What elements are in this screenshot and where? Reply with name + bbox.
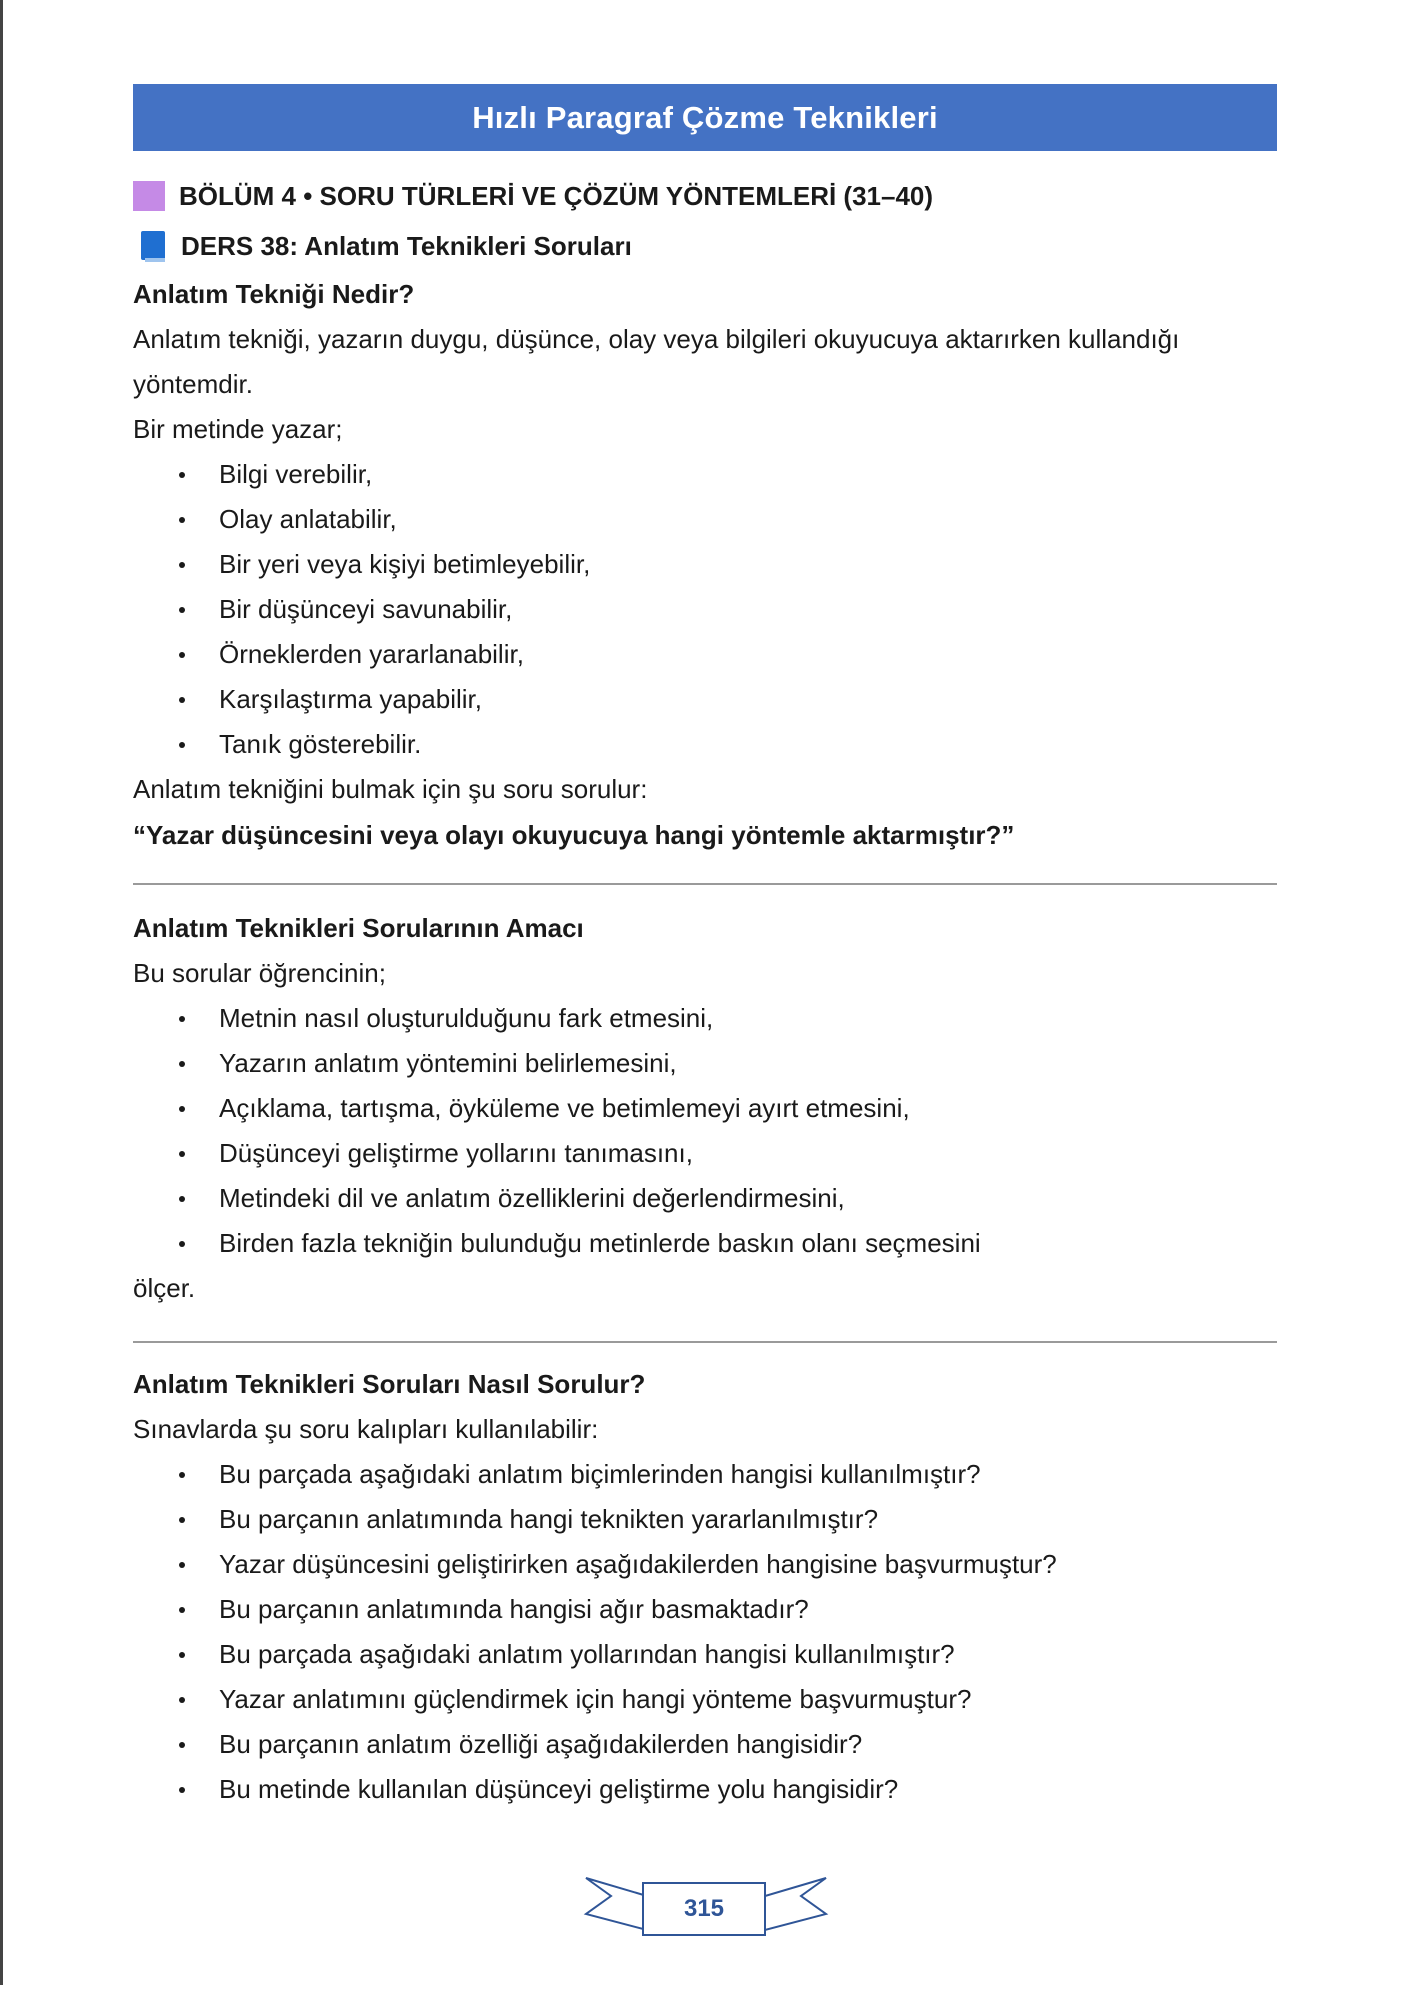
list-item: Yazar anlatımını güçlendirmek için hangi yönteme başvurmuştur? (133, 1677, 1277, 1722)
purple-square-icon (133, 181, 165, 211)
section-label: BÖLÜM 4 • SORU TÜRLERİ VE ÇÖZÜM YÖNTEMLERİ (31–40) (179, 180, 934, 211)
part3-list (133, 1452, 1277, 1812)
list-item: Metindeki dil ve anlatım özelliklerini değerlendirmesini, (133, 1176, 1277, 1221)
part2-list (133, 996, 1277, 1266)
list-item: Bir yeri veya kişiyi betimleyebilir, (133, 542, 1277, 587)
part1-heading: Anlatım Tekniği Nedir? (133, 279, 415, 309)
list-item: Yazarın anlatım yöntemini belirlemesini, (133, 1041, 1277, 1086)
list-item: Metnin nasıl oluşturulduğunu fark etmesini, (133, 996, 1277, 1041)
lesson-heading (133, 221, 1277, 271)
list-item: Açıklama, tartışma, öyküleme ve betimlemeyi ayırt etmesini, (133, 1086, 1277, 1131)
list-item: Bu parçanın anlatımında hangisi ağır basmaktadır? (133, 1587, 1277, 1632)
part1-intro: Bir metinde yazar; (133, 414, 343, 444)
document-page (133, 84, 1277, 1812)
list-item: Bu parçada aşağıdaki anlatım yollarından hangisi kullanılmıştır? (133, 1632, 1277, 1677)
page-number: 315 (683, 1895, 725, 1922)
list-item: Yazar düşüncesini geliştirirken aşağıdakilerden hangisine başvurmuştur? (133, 1542, 1277, 1587)
list-item: Düşünceyi geliştirme yollarını tanımasını, (133, 1131, 1277, 1176)
part1-definition: Anlatım tekniği, yazarın duygu, düşünce, olay veya bilgileri okuyucuya aktarırken kullandığı yöntemdir. (133, 324, 1180, 399)
page-left-edge (0, 0, 3, 1985)
header-title: Hızlı Paragraf Çözme Teknikleri (472, 99, 938, 135)
part2-heading: Anlatım Teknikleri Sorularının Amacı (133, 913, 584, 943)
list-item: Bu metinde kullanılan düşünceyi geliştirme yolu hangisidir? (133, 1767, 1277, 1812)
part3-heading: Anlatım Teknikleri Soruları Nasıl Sorulur? (133, 1369, 646, 1399)
part2-intro: Bu sorular öğrencinin; (133, 958, 386, 988)
list-item: Birden fazla tekniğin bulunduğu metinlerde baskın olanı seçmesini (133, 1221, 1277, 1266)
list-item: Bir düşünceyi savunabilir, (133, 587, 1277, 632)
divider (133, 883, 1277, 885)
part1-question: “Yazar düşüncesini veya olayı okuyucuya hangi yöntemle aktarmıştır?” (133, 820, 1015, 850)
list-item: Bu parçanın anlatım özelliği aşağıdakilerden hangisidir? (133, 1722, 1277, 1767)
page-number-banner (583, 1870, 829, 1945)
list-item: Bu parçanın anlatımında hangi teknikten yararlanılmıştır? (133, 1497, 1277, 1542)
part1-list (133, 452, 1277, 767)
part1-question-intro: Anlatım tekniğini bulmak için şu soru sorulur: (133, 774, 648, 804)
list-item: Bilgi verebilir, (133, 452, 1277, 497)
header-banner (133, 84, 1277, 151)
part3-intro: Sınavlarda şu soru kalıpları kullanılabilir: (133, 1414, 599, 1444)
blue-book-icon (141, 231, 167, 262)
list-item: Karşılaştırma yapabilir, (133, 677, 1277, 722)
list-item: Bu parçada aşağıdaki anlatım biçimlerinden hangisi kullanılmıştır? (133, 1452, 1277, 1497)
list-item: Tanık gösterebilir. (133, 722, 1277, 767)
part2-outro: ölçer. (133, 1273, 196, 1303)
list-item: Olay anlatabilir, (133, 497, 1277, 542)
section-heading (133, 171, 1277, 221)
divider (133, 1341, 1277, 1343)
lesson-label: DERS 38: Anlatım Teknikleri Soruları (181, 230, 632, 261)
list-item: Örneklerden yararlanabilir, (133, 632, 1277, 677)
